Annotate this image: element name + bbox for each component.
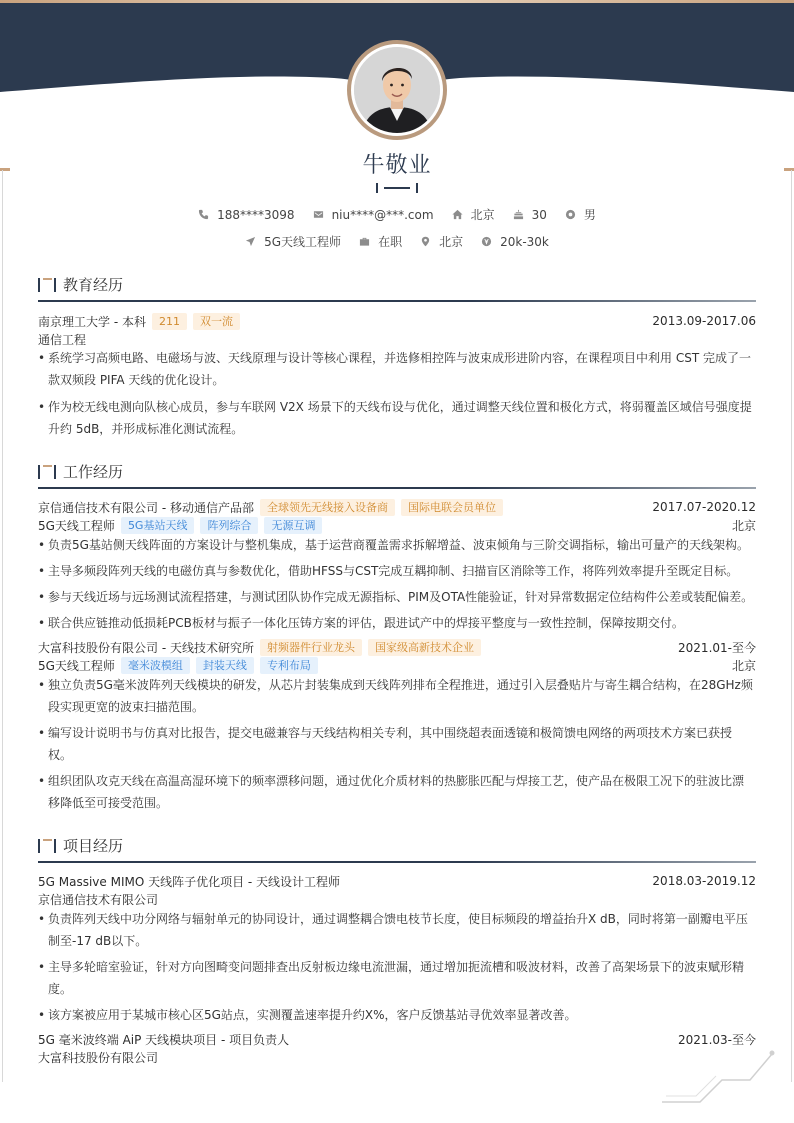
job-role-line	[38, 656, 756, 674]
company-tag: 射频器件行业龙头	[260, 639, 362, 656]
education-school-line	[38, 312, 756, 330]
bullet-text: • 组织团队攻克天线在高温高湿环境下的频率漂移问题，通过优化介质材料的热膨胀匹配与焊接工艺，使产品在极限工况下的驻波比漂	[48, 774, 745, 788]
bullet-text: 段实现更宽的波束扫描范围。	[48, 700, 205, 714]
company-tag: 全球领先无线接入设备商	[260, 499, 395, 516]
job-bullet	[38, 722, 756, 766]
education-period: 2013.09-2017.06	[652, 314, 756, 328]
major-name: 通信工程	[38, 332, 87, 347]
project-name-line	[38, 872, 756, 890]
target-position-item	[245, 233, 341, 250]
bullet-text: • 主导多频段阵列天线的电磁仿真与参数优化，借助HFSS与CST完成互耦抑制、扫描盲区消除等工作，将阵列效率提升至既定目标。	[48, 564, 739, 578]
bullet-text: • 编写设计说明书与仿真对比报告，提交电磁兼容与天线结构相关专利，其中围绕超表面透镜和极简馈电网络的两项技术方案已获授	[48, 726, 733, 740]
salary-item	[481, 235, 549, 249]
project-bullet	[38, 956, 756, 1000]
job-company-line	[38, 498, 756, 516]
bullet-text: • 系统学习高频电路、电磁场与波、天线原理与设计等核心课程，并选修相控阵与波束成形进阶内容，在课程项目中利用 CST 完成了一	[48, 351, 751, 365]
city-item	[452, 206, 495, 223]
project-company: 大富科技股份有限公司	[38, 1050, 159, 1065]
project-name: 5G 毫米波终端 AiP 天线模块项目 - 项目负责人	[38, 1032, 290, 1047]
project-name: 5G Massive MIMO 天线阵子优化项目 - 天线设计工程师	[38, 874, 341, 889]
phone-icon	[198, 209, 209, 220]
school-name: 南京理工大学 - 本科	[38, 314, 146, 329]
email-item	[313, 208, 434, 222]
job-bullet	[38, 770, 756, 814]
bullet-text: 制至-17 dB以下。	[48, 934, 148, 948]
job-company-line	[38, 638, 756, 656]
job-role-line	[38, 516, 756, 534]
email-text: niu****@***.com	[331, 207, 434, 222]
job-location: 北京	[731, 658, 756, 673]
mail-icon	[313, 209, 324, 220]
role-tag: 无源互调	[264, 517, 322, 534]
job-period: 2017.07-2020.12	[652, 500, 756, 514]
job-period: 2021.01-至今	[678, 640, 756, 655]
work-title: 工作经历	[63, 463, 124, 481]
send-icon	[245, 236, 256, 247]
portrait-illustration	[354, 47, 440, 133]
school-tag: 双一流	[193, 313, 240, 330]
role-tag: 阵列综合	[200, 517, 258, 534]
section-mark-icon	[38, 465, 56, 479]
candidate-name: 牛敬业	[362, 153, 432, 178]
project-period: 2021.03-至今	[678, 1032, 756, 1047]
target-city-item	[420, 233, 463, 250]
education-title: 教育经历	[63, 276, 124, 294]
project-name-line	[38, 1030, 756, 1048]
bullet-text: 移降低至可接受范围。	[48, 796, 169, 810]
name-divider	[376, 183, 418, 193]
bullet-text: • 作为校无线电测向队核心成员，参与车联网 V2X 场景下的天线布设与优化，通过调整天线位置和极化方式，将弱覆盖区域信号强度提	[48, 400, 752, 414]
bullet-text: • 负责5G基站侧天线阵面的方案设计与整机集成，基于运营商覆盖需求拆解增益、波束倾角与三阶交调指标，输出可量产的天线架构。	[48, 538, 749, 552]
role-tag: 专利布局	[260, 657, 318, 674]
education-major-line	[38, 330, 756, 348]
job-bullet	[38, 560, 756, 582]
education-bullet	[38, 396, 756, 440]
status-text: 在职	[378, 235, 403, 249]
cake-icon	[513, 209, 524, 220]
money-icon	[481, 236, 492, 247]
company-tag: 国家级高新技术企业	[368, 639, 481, 656]
section-rule	[38, 861, 756, 863]
avatar-photo	[354, 47, 440, 133]
project-bullet	[38, 908, 756, 952]
section-mark-icon	[38, 278, 56, 292]
projects-title: 项目经历	[63, 837, 124, 855]
section-rule	[38, 300, 756, 302]
bullet-text: • 参与天线近场与远场测试流程搭建，与测试团队协作完成无源指标、PIM及OTA性能验证，针对异常数据定位结构件公差或装配偏差。	[48, 590, 754, 604]
project-bullet	[38, 1004, 756, 1026]
work-section-header	[38, 459, 756, 485]
bullet-text: • 该方案被应用于某城市核心区5G站点，实测覆盖速率提升约X%，客户反馈基站寻优效率显著改善。	[48, 1008, 577, 1022]
bullet-text: • 负责阵列天线中功分网络与辐射单元的协同设计，通过调整耦合馈电枝节长度，使目标频段的增益抬升X dB，同时将第一副瓣电平压	[48, 912, 748, 926]
gender-text: 男	[583, 208, 596, 222]
target-position-text: 5G天线工程师	[264, 235, 342, 249]
bullet-text: • 主导多轮暗室验证，针对方向图畸变问题排查出反射板边缘电流泄漏，通过增加扼流槽和吸波材料，改善了高架场景下的波束赋形精	[48, 960, 745, 974]
target-city-text: 北京	[439, 235, 464, 249]
projects-section-header	[38, 833, 756, 859]
section-mark-icon	[38, 839, 56, 853]
bullet-text: • 联合供应链推动低损耗PCB板材与振子一体化压铸方案的评估，跟进试产中的焊接平整度与一致性控制，保障按期交付。	[48, 616, 684, 630]
phone-text: 188****3098	[217, 207, 295, 222]
corner-decoration	[660, 1048, 780, 1108]
bullet-text: 升约 5dB，并形成标准化测试流程。	[48, 422, 244, 436]
bullet-text: • 独立负责5G毫米波阵列天线模块的研发，从芯片封装集成到天线阵列排布全程推进，通过引入层叠贴片与寄生耦合结构，在28GHz频	[48, 678, 753, 692]
job-role: 5G天线工程师	[38, 658, 115, 673]
project-company-line	[38, 1048, 756, 1066]
job-bullet	[38, 612, 756, 634]
job-bullet	[38, 586, 756, 608]
bullet-text: 权。	[48, 748, 73, 762]
avatar	[347, 40, 447, 140]
gender-item	[565, 206, 596, 223]
school-tag: 211	[152, 313, 187, 330]
project-company: 京信通信技术有限公司	[38, 892, 159, 907]
job-bullet	[38, 534, 756, 556]
home-icon	[452, 209, 463, 220]
role-tag: 封装天线	[196, 657, 254, 674]
bullet-text: 款双频段 PIFA 天线的优化设计。	[48, 373, 225, 387]
role-tag: 5G基站天线	[121, 517, 195, 534]
company-name: 京信通信技术有限公司 - 移动通信产品部	[38, 500, 254, 515]
side-border-right	[791, 170, 792, 1082]
project-period: 2018.03-2019.12	[652, 874, 756, 888]
section-rule	[38, 487, 756, 489]
education-bullet	[38, 347, 756, 391]
age-item	[513, 208, 547, 222]
phone-item	[198, 208, 294, 222]
city-text: 北京	[470, 208, 495, 222]
status-item	[359, 233, 402, 250]
side-border-left	[2, 170, 3, 1082]
company-tag: 国际电联会员单位	[401, 499, 503, 516]
job-bullet	[38, 674, 756, 718]
salary-text: 20k-30k	[500, 234, 549, 249]
company-name: 大富科技股份有限公司 - 天线技术研究所	[38, 640, 254, 655]
contact-info-row	[0, 206, 794, 223]
job-location: 北京	[731, 518, 756, 533]
project-company-line	[38, 890, 756, 908]
age-text: 30	[531, 207, 547, 222]
job-role: 5G天线工程师	[38, 518, 115, 533]
briefcase-icon	[359, 236, 370, 247]
role-tag: 毫米波模组	[121, 657, 190, 674]
education-section-header	[38, 272, 756, 298]
location-icon	[420, 236, 431, 247]
gender-icon	[565, 209, 576, 220]
job-intent-row	[0, 233, 794, 250]
bullet-text: 度。	[48, 982, 73, 996]
header-gold-line	[0, 0, 794, 3]
